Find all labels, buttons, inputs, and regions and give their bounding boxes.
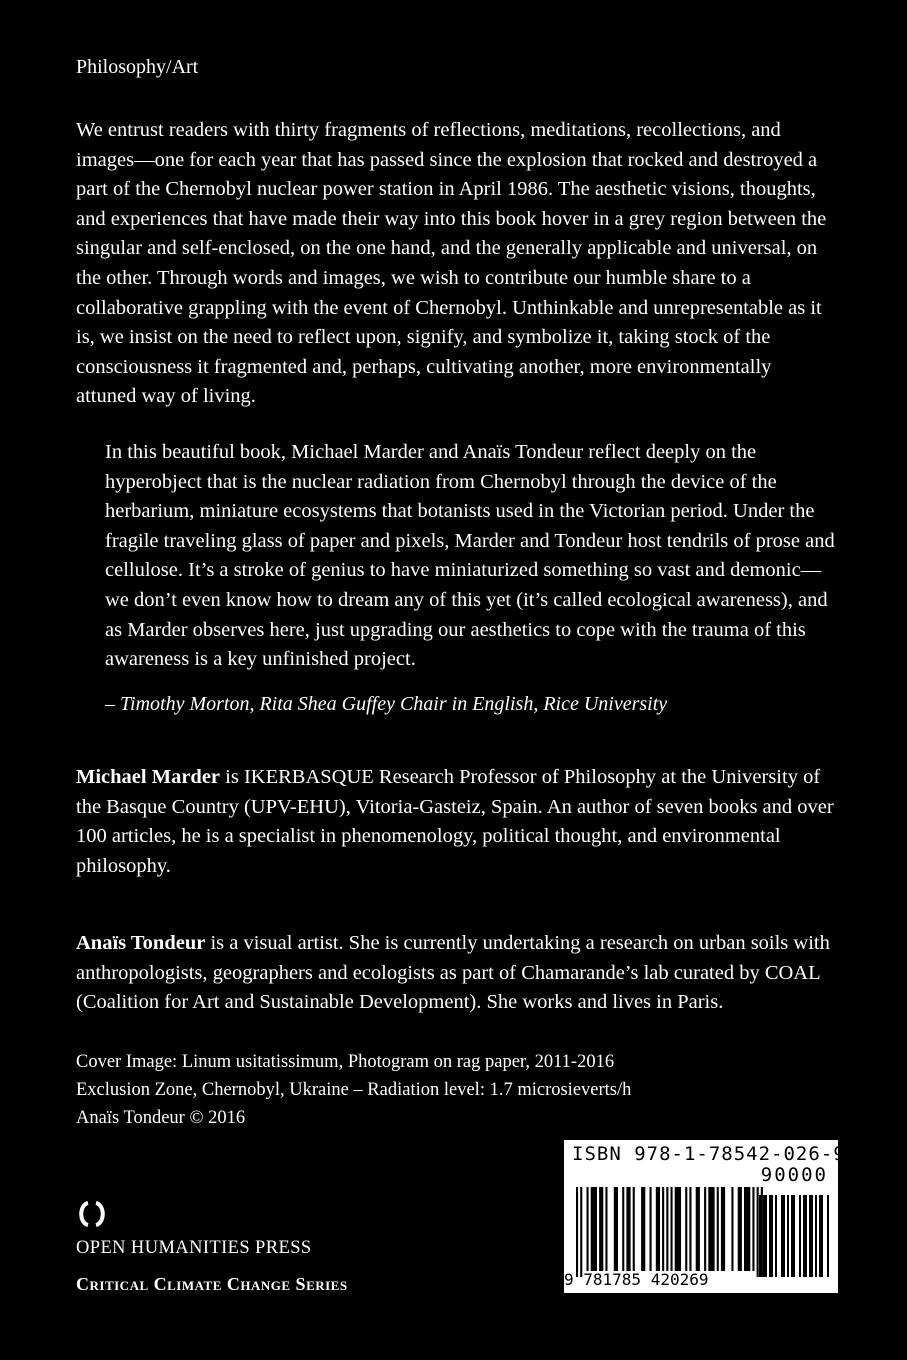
barcode-bar xyxy=(576,1187,578,1277)
barcode-bar xyxy=(656,1187,660,1271)
barcode-bar xyxy=(633,1187,635,1271)
barcode-bar xyxy=(717,1187,719,1271)
barcode-bar xyxy=(815,1195,817,1277)
barcode-bar xyxy=(769,1195,773,1277)
barcode-bar xyxy=(614,1187,618,1271)
barcode-bar xyxy=(622,1187,624,1271)
cover-credits xyxy=(76,1048,631,1132)
barcode-panel xyxy=(564,1140,846,1293)
barcode-bar xyxy=(666,1187,668,1271)
author-bio-text: is IKERBASQUE Research Professor of Philosophy at the University of the Basque Country (UPV-EHU), Vitoria-Gasteiz, Spain. An author of seven books and over 100 articles, he is a specialist in phenomenology, political thought, and environmental philosophy. xyxy=(76,766,834,877)
ean-number: 9 781785 420269 xyxy=(564,1270,709,1289)
barcode-bar xyxy=(752,1187,754,1271)
author-bio-marder xyxy=(76,763,836,881)
barcode-bar xyxy=(775,1195,777,1277)
author-name: Anaïs Tondeur xyxy=(76,932,206,954)
barcode-bar xyxy=(759,1195,761,1277)
barcode-bar xyxy=(731,1187,733,1271)
barcode-bar xyxy=(757,1187,759,1277)
credit-line: Anaïs Tondeur © 2016 xyxy=(76,1108,246,1128)
barcode-bar xyxy=(708,1187,714,1271)
credit-line: Cover Image: Linum usitatissimum, Photogram on rag paper, 2011-2016 xyxy=(76,1052,615,1072)
barcode-bar xyxy=(791,1195,795,1277)
barcode-bar xyxy=(763,1195,767,1277)
isbn-text: ISBN 978-1-78542-026-9 xyxy=(572,1143,846,1165)
barcode-bar xyxy=(704,1187,706,1271)
author-bio-tondeur xyxy=(76,929,836,1018)
ean-digits xyxy=(564,1271,709,1289)
barcode-bar xyxy=(803,1195,807,1277)
price-code: 90000 xyxy=(760,1164,828,1186)
intro-paragraph: We entrust readers with thirty fragments of reflections, meditations, recollections, and images—one for each year that has passed since the explosion that rocked and destroyed a part of the Chernobyl nuclear power station in April 1986. The aesthetic visions, thoughts, and experiences that have made their way into this book hover in a grey region between the singular and self-enclosed, on the one hand, and the generally applicable and universal, on the other. Through words and images, we wish to contribute our humble share to a collaborative grappling with the event of Chernobyl. Unthinkable and unrepresentable as it is, we insist on the need to reflect upon, signify, and symbolize it, taking stock of the consciousness it fragmented and, perhaps, cultivating another, more environmentally attuned way of living. xyxy=(76,119,827,408)
blurb-attribution: – Timothy Morton, Rita Shea Guffey Chair in English, Rice University xyxy=(105,693,668,715)
barcode-bar xyxy=(587,1187,589,1271)
barcode-bar xyxy=(599,1187,603,1271)
credit-line: Exclusion Zone, Chernobyl, Ukraine – Radiation level: 1.7 microsieverts/h xyxy=(76,1080,632,1100)
author-name: Michael Marder xyxy=(76,766,221,788)
barcode-bar xyxy=(787,1195,789,1277)
barcode-bar xyxy=(744,1187,750,1271)
barcode-bar xyxy=(650,1187,652,1271)
series-name: Critical Climate Change Series xyxy=(76,1274,348,1294)
publisher-logo-icon xyxy=(76,1200,108,1228)
barcode-bar xyxy=(675,1187,681,1271)
barcode-bar xyxy=(819,1195,823,1277)
barcode-bar xyxy=(641,1187,645,1271)
barcode-bar xyxy=(605,1187,607,1271)
barcode-bar xyxy=(580,1187,582,1277)
publisher-name: OPEN HUMANITIES PRESS xyxy=(76,1238,312,1258)
barcode-bar xyxy=(781,1195,785,1277)
blurb-quote: In this beautiful book, Michael Marder and Anaïs Tondeur reflect deeply on the hyperobject that is the nuclear radiation from Chernobyl through the device of the herbarium, miniature ecosystems that botanists used in the Victorian period. Under the fragile traveling glass of paper and pixels, Marder and Tondeur host tendrils of prose and cellulose. It’s a stroke of genius to have miniaturized something so vast and demonic—we don’t even know how to dream any of this yet (it’s called ecological awareness), and as Marder observes here, just upgrading our aesthetics to cope with the trauma of this awareness is a key unfinished project. xyxy=(105,441,835,671)
barcode-bar xyxy=(738,1187,742,1271)
barcode-bar xyxy=(827,1195,829,1277)
barcode-bar xyxy=(591,1187,597,1271)
category-label: Philosophy/Art xyxy=(76,56,199,78)
barcode-bar xyxy=(671,1187,673,1271)
barcode-bar xyxy=(662,1187,664,1271)
barcode-bar xyxy=(689,1187,691,1271)
barcode-bar xyxy=(761,1187,763,1277)
barcode-bar xyxy=(696,1187,700,1271)
barcode-bar xyxy=(721,1187,725,1271)
author-bio-text: is a visual artist. She is currently undertaking a research on urban soils with anthropologists, geographers and ecologists as part of Chamarande’s lab curated by COAL (Coalition for Art and Sustainable Development). She works and lives in Paris. xyxy=(76,932,830,1014)
barcode-bar xyxy=(809,1195,813,1277)
barcode-bar xyxy=(626,1187,630,1271)
barcode-bar xyxy=(799,1195,801,1277)
barcode-bar xyxy=(685,1187,687,1271)
